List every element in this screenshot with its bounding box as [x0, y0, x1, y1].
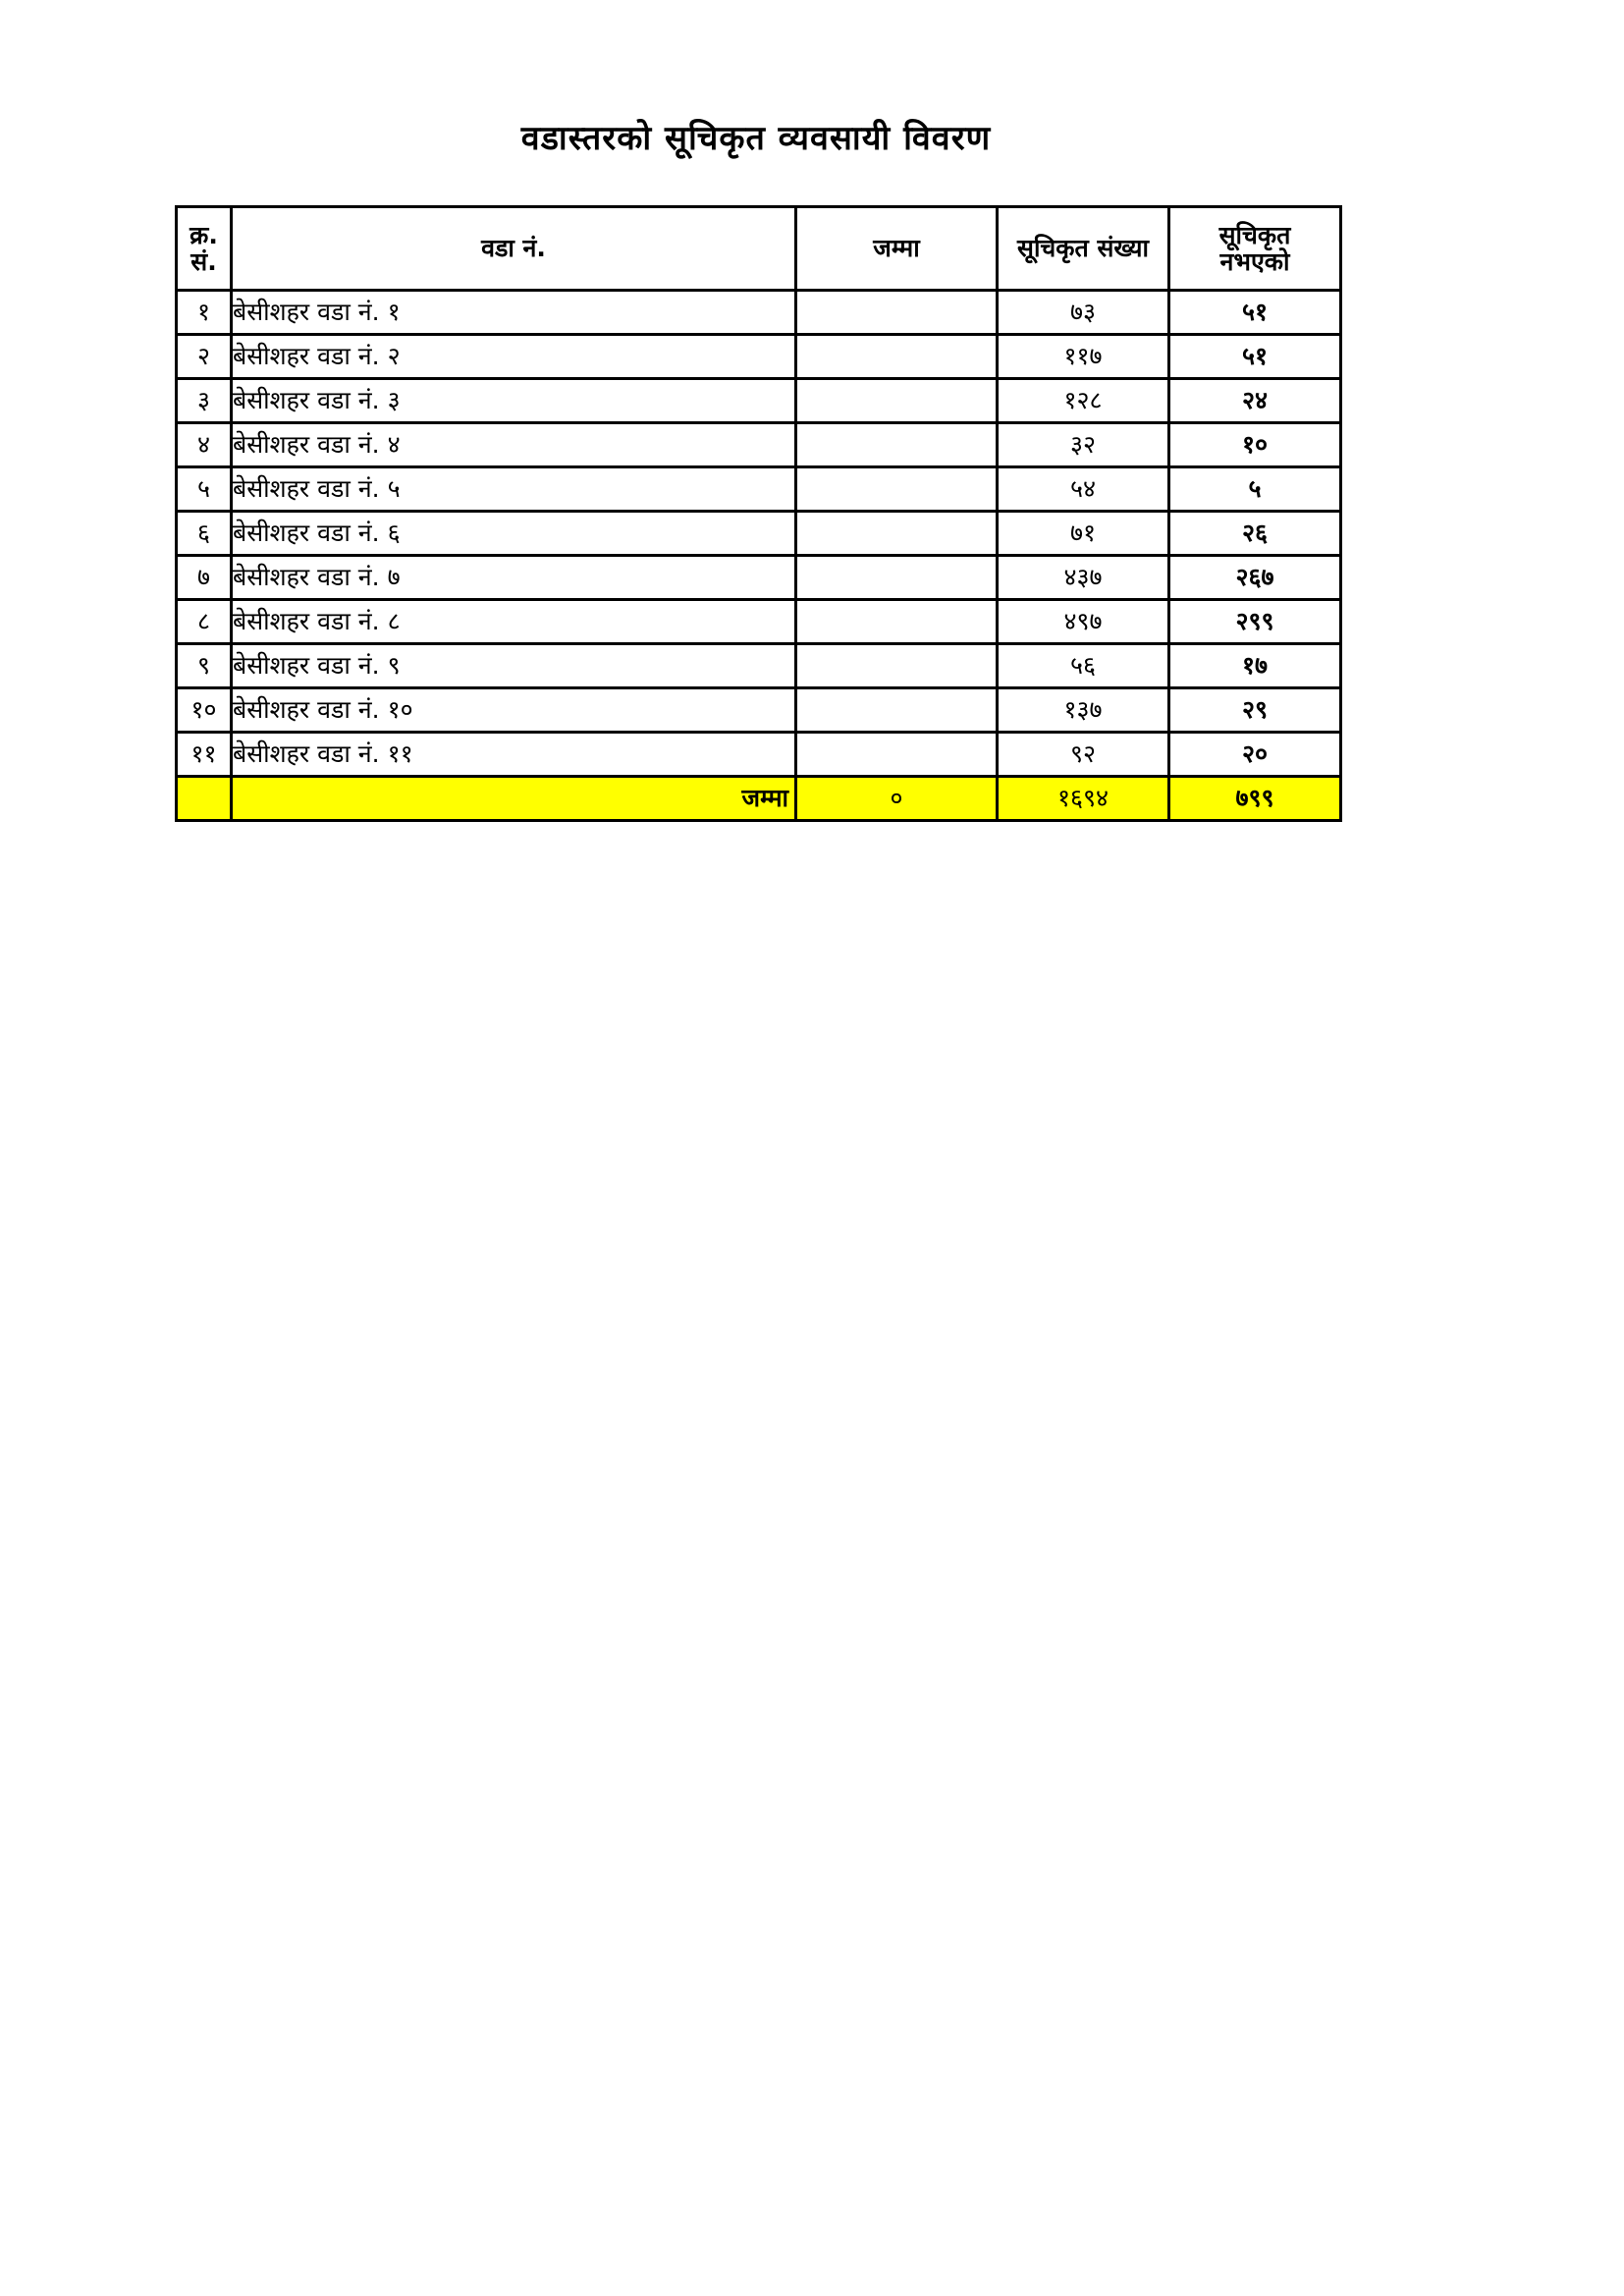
cell-ward: बेसीशहर वडा नं. ८ [232, 600, 796, 644]
cell-listed: १२८ [998, 379, 1169, 423]
cell-sn: ८ [177, 600, 232, 644]
cell-sn: ९ [177, 644, 232, 688]
cell-listed: ७३ [998, 291, 1169, 335]
cell-listed: १३७ [998, 688, 1169, 733]
cell-total [796, 379, 998, 423]
cell-total [796, 733, 998, 777]
business-summary-table [175, 205, 1342, 822]
cell-ward: बेसीशहर वडा नं. १ [232, 291, 796, 335]
table-row [177, 467, 1341, 512]
table-row [177, 512, 1341, 556]
cell-ward: बेसीशहर वडा नं. ४ [232, 423, 796, 467]
cell-listed: ४३७ [998, 556, 1169, 600]
cell-unlisted: २० [1169, 733, 1341, 777]
table-row [177, 733, 1341, 777]
column-header-unlisted [1169, 207, 1341, 291]
cell-ward: बेसीशहर वडा नं. ३ [232, 379, 796, 423]
table-header-row [177, 207, 1341, 291]
cell-sn: ४ [177, 423, 232, 467]
total-row [177, 777, 1341, 821]
total-row-sn-cell [177, 777, 232, 821]
total-row-total: ० [796, 777, 998, 821]
total-row-label: जम्मा [232, 777, 796, 821]
table-row [177, 335, 1341, 379]
cell-listed: ५६ [998, 644, 1169, 688]
cell-unlisted: ५१ [1169, 291, 1341, 335]
cell-ward: बेसीशहर वडा नं. ६ [232, 512, 796, 556]
column-header-total: जम्मा [796, 207, 998, 291]
cell-total [796, 335, 998, 379]
table-row [177, 644, 1341, 688]
table-row [177, 423, 1341, 467]
cell-total [796, 556, 998, 600]
table-row [177, 291, 1341, 335]
cell-total [796, 644, 998, 688]
cell-sn: १ [177, 291, 232, 335]
cell-total [796, 600, 998, 644]
cell-total [796, 423, 998, 467]
table-row [177, 379, 1341, 423]
cell-unlisted: २९ [1169, 688, 1341, 733]
cell-ward: बेसीशहर वडा नं. १० [232, 688, 796, 733]
column-header-sn [177, 207, 232, 291]
cell-sn: ११ [177, 733, 232, 777]
cell-unlisted: १७ [1169, 644, 1341, 688]
cell-total [796, 467, 998, 512]
cell-listed: ३२ [998, 423, 1169, 467]
cell-listed: ९२ [998, 733, 1169, 777]
total-row-listed: १६९४ [998, 777, 1169, 821]
total-row-unlisted: ७९९ [1169, 777, 1341, 821]
cell-unlisted: २४ [1169, 379, 1341, 423]
cell-listed: ४९७ [998, 600, 1169, 644]
cell-sn: १० [177, 688, 232, 733]
cell-ward: बेसीशहर वडा नं. ७ [232, 556, 796, 600]
cell-listed: ७१ [998, 512, 1169, 556]
cell-total [796, 688, 998, 733]
column-header-sn-line2: सं. [190, 247, 217, 276]
cell-sn: ६ [177, 512, 232, 556]
cell-ward: बेसीशहर वडा नं. २ [232, 335, 796, 379]
cell-sn: २ [177, 335, 232, 379]
cell-ward: बेसीशहर वडा नं. ११ [232, 733, 796, 777]
cell-total [796, 291, 998, 335]
cell-listed: ५४ [998, 467, 1169, 512]
cell-total [796, 512, 998, 556]
column-header-ward: वडा नं. [232, 207, 796, 291]
cell-sn: ७ [177, 556, 232, 600]
cell-sn: ३ [177, 379, 232, 423]
cell-unlisted: ५१ [1169, 335, 1341, 379]
table-row [177, 600, 1341, 644]
column-header-unlisted-line1: सूचिकृत [1218, 220, 1291, 249]
cell-ward: बेसीशहर वडा नं. ९ [232, 644, 796, 688]
cell-sn: ५ [177, 467, 232, 512]
table-row [177, 688, 1341, 733]
cell-unlisted: २६ [1169, 512, 1341, 556]
cell-unlisted: १० [1169, 423, 1341, 467]
cell-listed: ११७ [998, 335, 1169, 379]
cell-unlisted: २६७ [1169, 556, 1341, 600]
page-title: वडास्तरको सूचिकृत व्यवसायी विवरण [520, 119, 992, 158]
cell-ward: बेसीशहर वडा नं. ५ [232, 467, 796, 512]
column-header-unlisted-line2: नभएको [1219, 247, 1290, 276]
column-header-listed: सूचिकृत संख्या [998, 207, 1169, 291]
column-header-sn-line1: क्र. [189, 220, 218, 249]
cell-unlisted: ५ [1169, 467, 1341, 512]
table-row [177, 556, 1341, 600]
cell-unlisted: २९९ [1169, 600, 1341, 644]
